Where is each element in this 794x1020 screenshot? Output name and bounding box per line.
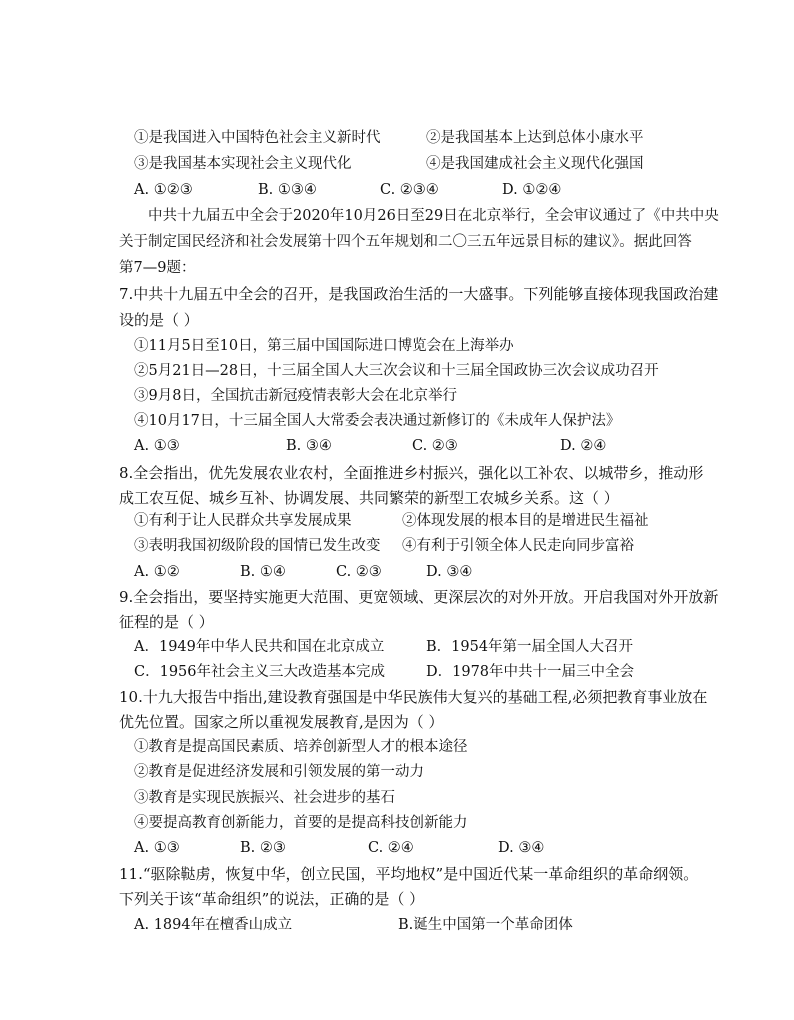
option-statement-3: ③是我国基本实现社会主义现代化 [134, 156, 352, 172]
choice-a: A. ①②③ [134, 182, 193, 198]
question-11-choice-b: B.诞生中国第一个革命团体 [398, 917, 573, 933]
option-statement-4: ④是我国建成社会主义现代化强国 [426, 156, 644, 172]
question-7-statement-1: ①11月5日至10日，第三届中国国际进口博览会在上海举办 [134, 338, 514, 354]
question-9-stem-line-2: 征程的是（ ） [119, 613, 214, 631]
question-9-choice-c: C．1956年社会主义三大改造基本完成 [134, 664, 385, 680]
question-7-statement-2: ②5月21日—28日，十三届全国人大三次会议和十三届全国政协三次会议成功召开 [134, 363, 659, 379]
question-8-statement-2: ②体现发展的根本目的是增进民生福祉 [402, 513, 649, 529]
question-8-stem-line-1: 8.全会指出，优先发展农业农村，全面推进乡村振兴，强化以工补农、以城带乡，推动形 [119, 464, 704, 482]
material-line-1: 中共十九届五中全会于2020年10月26日至29日在北京举行，全会审议通过了《中共中央 [148, 208, 719, 224]
question-7-statement-3: ③9月8日，全国抗击新冠疫情表彰大会在北京举行 [134, 388, 457, 404]
question-9-choice-d: D．1978年中共十一届三中全会 [426, 664, 635, 680]
question-9-choice-a: A．1949年中华人民共和国在北京成立 [134, 639, 385, 655]
question-8-choice-c: C. ②③ [336, 564, 382, 580]
question-8-statement-1: ①有利于让人民群众共享发展成果 [134, 513, 352, 529]
question-10-statement-2: ②教育是促进经济发展和引领发展的第一动力 [134, 764, 424, 780]
question-7-choice-b: B. ③④ [286, 438, 332, 454]
question-8-choice-b: B. ①④ [240, 564, 286, 580]
question-10-stem-line-2: 优先位置。国家之所以重视发展教育,是因为（ ） [119, 713, 444, 731]
option-statement-2: ②是我国基本上达到总体小康水平 [426, 130, 644, 146]
question-7-stem-line-2: 设的是（ ） [119, 311, 199, 329]
question-8-statement-4: ④有利于引领全体人民走向同步富裕 [402, 538, 634, 554]
question-9-stem-line-1: 9.全会指出，要坚持实施更大范围、更宽领域、更深层次的对外开放。开启我国对外开放新 [119, 588, 719, 606]
question-9-choice-b: B．1954年第一届全国人大召开 [426, 639, 634, 655]
question-10-statement-3: ③教育是实现民族振兴、社会进步的基石 [134, 790, 395, 806]
choice-c: C. ②③④ [380, 182, 439, 198]
question-8-stem-line-2: 成工农互促、城乡互补、协调发展、共同繁荣的新型工农城乡关系。这（ ） [119, 489, 619, 507]
choice-d: D. ①②④ [502, 182, 562, 198]
question-7-stem-line-1: 7.中共十九届五中全会的召开，是我国政治生活的一大盛事。下列能够直接体现我国政治建 [119, 285, 719, 303]
question-11-stem-line-1: 11.“驱除鞑虏，恢复中华，创立民国，平均地权”是中国近代某一革命组织的革命纲领。 [119, 865, 699, 883]
choice-b: B. ①③④ [258, 182, 317, 198]
option-statement-1: ①是我国进入中国特色社会主义新时代 [134, 130, 381, 146]
material-line-3: 第7—9题： [119, 260, 196, 276]
question-7-choice-c: C. ②③ [412, 438, 458, 454]
question-11-choice-a: A. 1894年在檀香山成立 [134, 917, 293, 933]
question-11-stem-line-2: 下列关于该“革命组织”的说法，正确的是（ ） [119, 890, 425, 908]
question-10-choice-b: B. ②③ [240, 840, 286, 856]
question-8-choice-a: A. ①② [134, 564, 180, 580]
question-7-choice-a: A. ①③ [134, 438, 180, 454]
material-line-2: 关于制定国民经济和社会发展第十四个五年规划和二〇三五年远景目标的建议》。据此回答 [119, 234, 692, 250]
question-10-statement-4: ④要提高教育创新能力，首要的是提高科技创新能力 [134, 815, 468, 831]
question-10-statement-1: ①教育是提高国民素质、培养创新型人才的根本途径 [134, 739, 468, 755]
question-7-statement-4: ④10月17日，十三届全国人大常委会表决通过新修订的《未成年人保护法》 [134, 413, 621, 429]
question-8-choice-d: D. ③④ [426, 564, 473, 580]
question-8-statement-3: ③表明我国初级阶段的国情已发生改变 [134, 538, 381, 554]
question-10-choice-d: D. ③④ [498, 840, 545, 856]
question-10-stem-line-1: 10.十九大报告中指出,建设教育强国是中华民族伟大复兴的基础工程,必须把教育事业放在 [119, 688, 708, 706]
question-10-choice-a: A. ①③ [134, 840, 180, 856]
question-7-choice-d: D. ②④ [560, 438, 607, 454]
question-10-choice-c: C. ②④ [368, 840, 414, 856]
